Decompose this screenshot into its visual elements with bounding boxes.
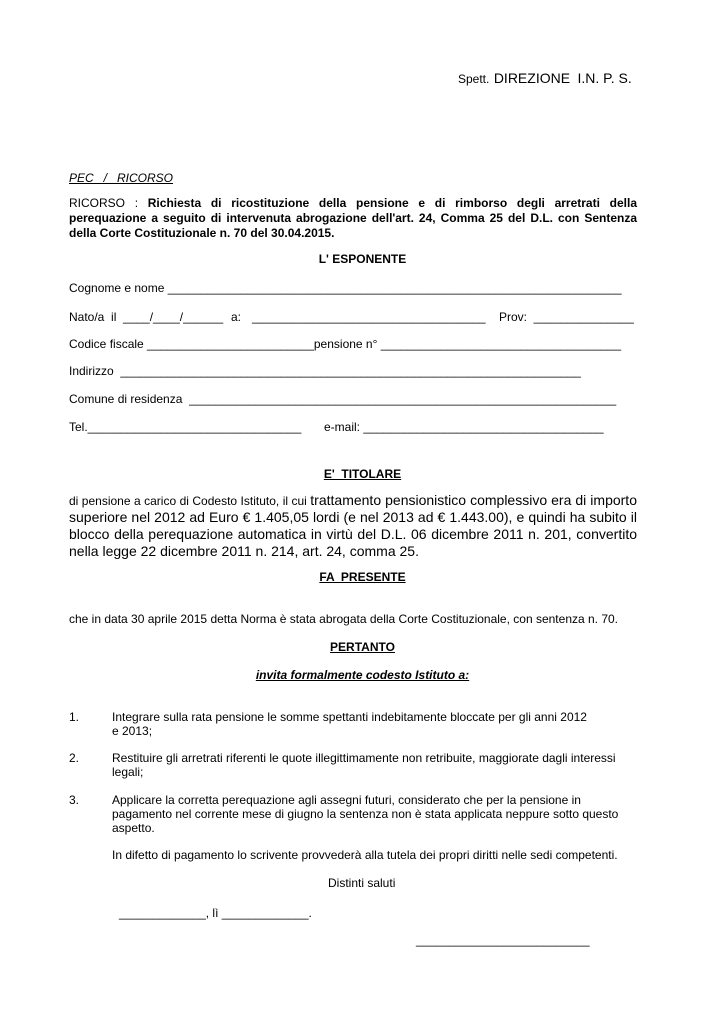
item-2-line-2: legali; xyxy=(112,765,144,779)
direzione-label: DIREZIONE xyxy=(493,70,571,86)
ricorso-text: Richiesta di ricostituzione della pensione e di rimborso degli arretrati della perequazione a seguito di intervenuta abrogazione dell'art. 24, Comma 25 del D.L. con Sentenza della Corte Costituzionale n. 70 del 30.04.2015. xyxy=(69,196,637,240)
nato-field: Nato/a il ____/____/______ xyxy=(69,310,224,324)
titolare-paragraph xyxy=(69,492,637,560)
codice-fiscale-field: Codice fiscale _________________________pensione n° ____________________________________ xyxy=(69,337,621,351)
item-3-line-3: aspetto. xyxy=(112,821,155,835)
pertanto-heading: PERTANTO xyxy=(330,640,395,654)
a-field: ___________________________________ xyxy=(252,310,486,324)
cognome-field: Cognome e nome ____________________________________________________________________ xyxy=(69,281,622,295)
prov-field: Prov: _______________ xyxy=(499,310,634,324)
invita-heading: invita formalmente codesto Istituto a: xyxy=(255,668,470,682)
item-3-number: 3. xyxy=(69,793,80,807)
comune-field: Comune di residenza ________________________________________________________________ xyxy=(69,392,617,406)
recipient xyxy=(458,70,632,88)
item-1-line-2: e 2013; xyxy=(112,724,153,738)
email-field: e-mail: ____________________________________ xyxy=(324,420,604,434)
esponente-heading: L' ESPONENTE xyxy=(318,252,407,266)
item-3-line-1: Applicare la corretta perequazione agli assegni futuri, considerato che per la pensione in xyxy=(112,793,581,807)
ricorso-paragraph xyxy=(69,196,637,241)
fa-presente-heading: FA PRESENTE xyxy=(319,570,406,584)
item-2-line-1: Restituire gli arretrati riferenti le quote illegittimamente non retribuite, maggiorate dagli interessi xyxy=(112,751,616,765)
a-label: a: xyxy=(231,310,242,324)
pec-ricorso-heading: PEC / RICORSO xyxy=(69,171,174,185)
item-1-number: 1. xyxy=(69,710,80,724)
item-2-number: 2. xyxy=(69,751,80,765)
titolare-large-text: trattamento pensionistico complessivo era di importo superiore nel 2012 ad Euro € 1.405,05 lordi (e nel 2013 ad € 1.443.00), e quindi ha subito il blocco della perequazione automatica in virtù del D.L. 06 dicembre 2011 n. 201, convertito nella legge 22 dicembre 2011 n. 214, art. 24, comma 25. xyxy=(69,492,637,559)
inps-label: I.N. P. S. xyxy=(577,70,632,86)
difetto-paragraph: In difetto di pagamento lo scrivente provvederà alla tutela dei propri diritti nelle sedi competenti. xyxy=(112,848,618,862)
item-1-line-1: Integrare sulla rata pensione le somme spettanti indebitamente bloccate per gli anni 2012 xyxy=(112,710,587,724)
item-3-line-2: pagamento nel corrente mese di giugno la sentenza non è stata applicata neppure sotto questo xyxy=(112,807,619,821)
fa-presente-text: che in data 30 aprile 2015 detta Norma è stata abrogata della Corte Costituzionale, con sentenza n. 70. xyxy=(69,612,619,626)
saluti-text: Distinti saluti xyxy=(328,876,396,890)
ricorso-label: RICORSO : xyxy=(69,196,148,210)
titolare-small-text: di pensione a carico di Codesto Istituto, il cui xyxy=(69,494,311,508)
spett-label: Spett. xyxy=(458,72,490,86)
tel-field: Tel.________________________________ xyxy=(69,420,302,434)
signature-line: __________________________ xyxy=(416,933,590,947)
titolare-heading: E' TITOLARE xyxy=(323,467,402,481)
luogo-data-field: _____________, lì _____________. xyxy=(119,906,312,920)
indirizzo-field: Indirizzo _____________________________________________________________________ xyxy=(69,364,581,378)
